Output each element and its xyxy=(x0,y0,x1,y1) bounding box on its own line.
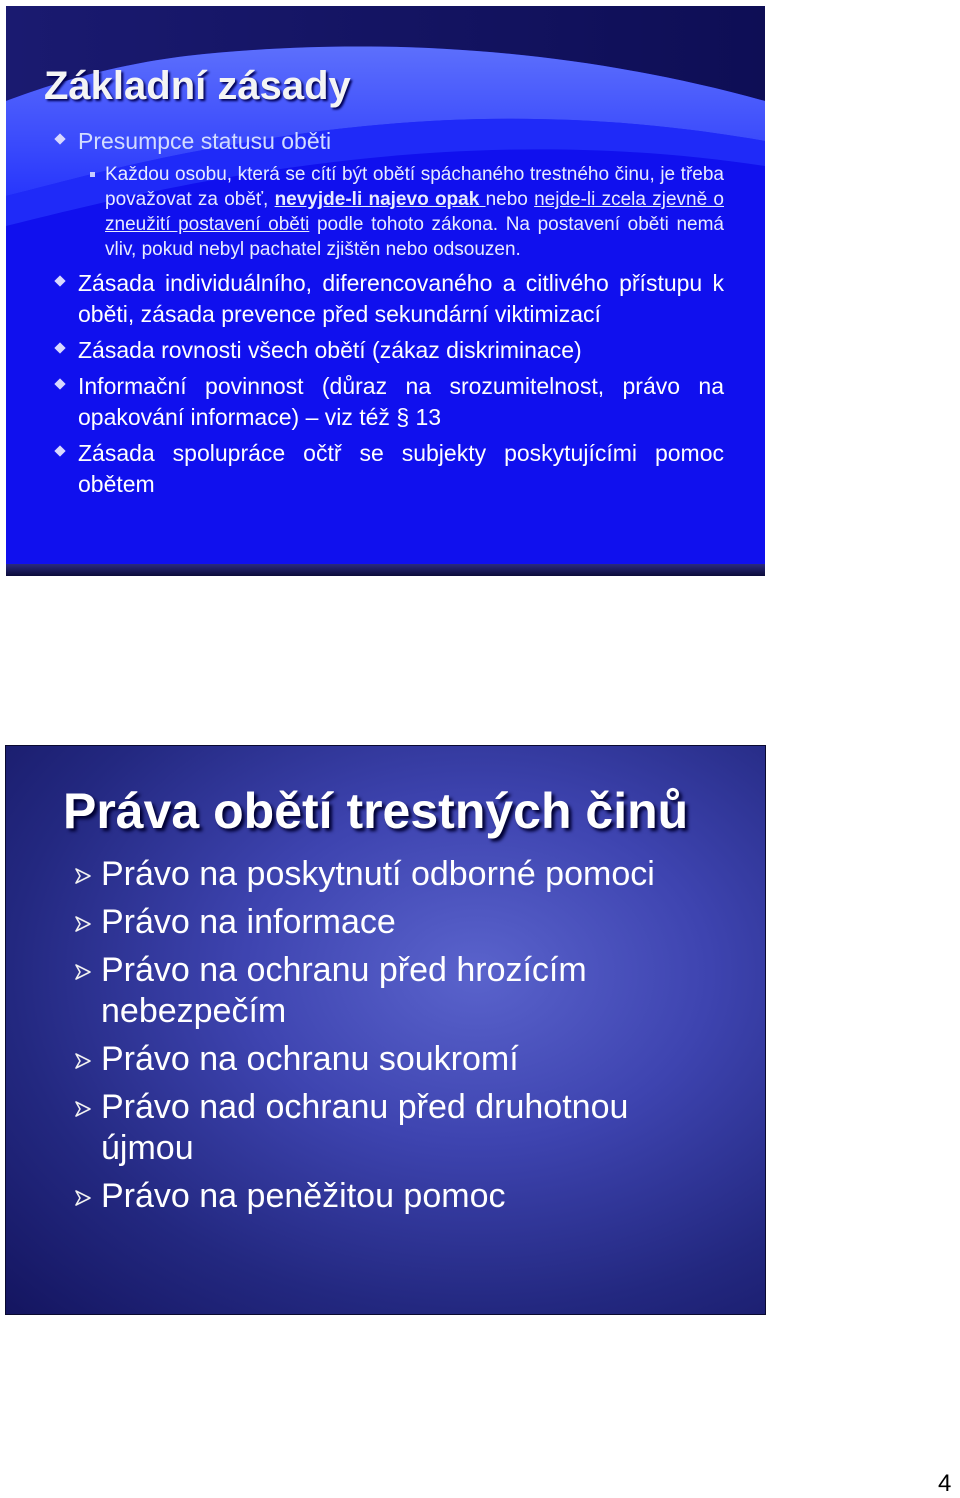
diamond-bullet-icon xyxy=(54,445,65,456)
list-item xyxy=(44,268,724,330)
list-item xyxy=(44,371,724,433)
list-item-text: Právo na poskytnutí odborné pomoci xyxy=(101,855,655,893)
arrowhead-icon xyxy=(74,1189,92,1207)
arrowhead-icon xyxy=(74,1100,92,1118)
list-item xyxy=(72,950,712,1032)
list-item xyxy=(72,1176,712,1217)
list-item-text: Právo na ochranu před hrozícím nebezpečím xyxy=(101,951,587,1030)
list-item xyxy=(44,438,724,500)
sub-list-item xyxy=(44,162,724,262)
list-item xyxy=(72,854,712,895)
slide-title: Práva obětí trestných činů xyxy=(63,783,689,839)
list-item-text: Zásada rovnosti všech obětí (zákaz diskriminace) xyxy=(78,337,582,363)
list-item-text: Právo nad ochranu před druhotnou újmou xyxy=(101,1088,629,1167)
principles-list xyxy=(44,126,724,505)
rights-list xyxy=(72,854,712,1224)
sub-item-link-opak[interactable]: nevyjde-li najevo opak xyxy=(274,189,486,210)
arrowhead-icon xyxy=(74,963,92,981)
sub-item-text-a: Každou osobu, která se cítí být obětí spáchaného trestného činu, je třeba považovat za oběť, xyxy=(105,164,724,210)
list-item-text: Právo na peněžitou pomoc xyxy=(101,1177,506,1215)
diamond-bullet-icon xyxy=(54,133,65,144)
sub-item-text-c: nebo xyxy=(485,189,535,210)
arrowhead-icon xyxy=(74,1052,92,1070)
slide-victim-rights xyxy=(6,746,765,1314)
list-item xyxy=(44,335,724,366)
sub-item-link-zneuziti[interactable]: nejde-li zcela zjevně o zneužití postavení oběti xyxy=(105,189,724,235)
list-item xyxy=(44,126,724,157)
slide-basic-principles xyxy=(6,6,765,576)
list-item-text: Informační povinnost (důraz na srozumitelnost, právo na opakování informace) – viz též § 13 xyxy=(78,373,724,430)
list-item-text: Zásada individuálního, diferencovaného a citlivého přístupu k oběti, zásada prevence před sekundární viktimizací xyxy=(78,270,724,327)
diamond-bullet-icon xyxy=(54,275,65,286)
list-item xyxy=(72,1087,712,1169)
list-item xyxy=(72,902,712,943)
arrowhead-icon xyxy=(74,915,92,933)
slide-title: Základní zásady xyxy=(44,64,351,108)
list-item-text: Právo na informace xyxy=(101,903,396,941)
diamond-bullet-icon xyxy=(54,378,65,389)
page-number: 4 xyxy=(938,1470,952,1497)
list-item xyxy=(72,1039,712,1080)
diamond-bullet-icon xyxy=(54,342,65,353)
list-item-text: Zásada spolupráce očtř se subjekty poskytujícími pomoc obětem xyxy=(78,440,724,497)
slide-bottom-bar xyxy=(6,564,765,576)
list-item-text: Presumpce statusu oběti xyxy=(78,128,332,154)
square-bullet-icon xyxy=(90,172,95,177)
list-item-text: Právo na ochranu soukromí xyxy=(101,1040,519,1078)
arrowhead-icon xyxy=(74,867,92,885)
sub-item-text-e: podle tohoto zákona. Na postavení oběti nemá vliv, pokud nebyl pachatel zjištěn nebo odsouzen. xyxy=(105,214,724,260)
